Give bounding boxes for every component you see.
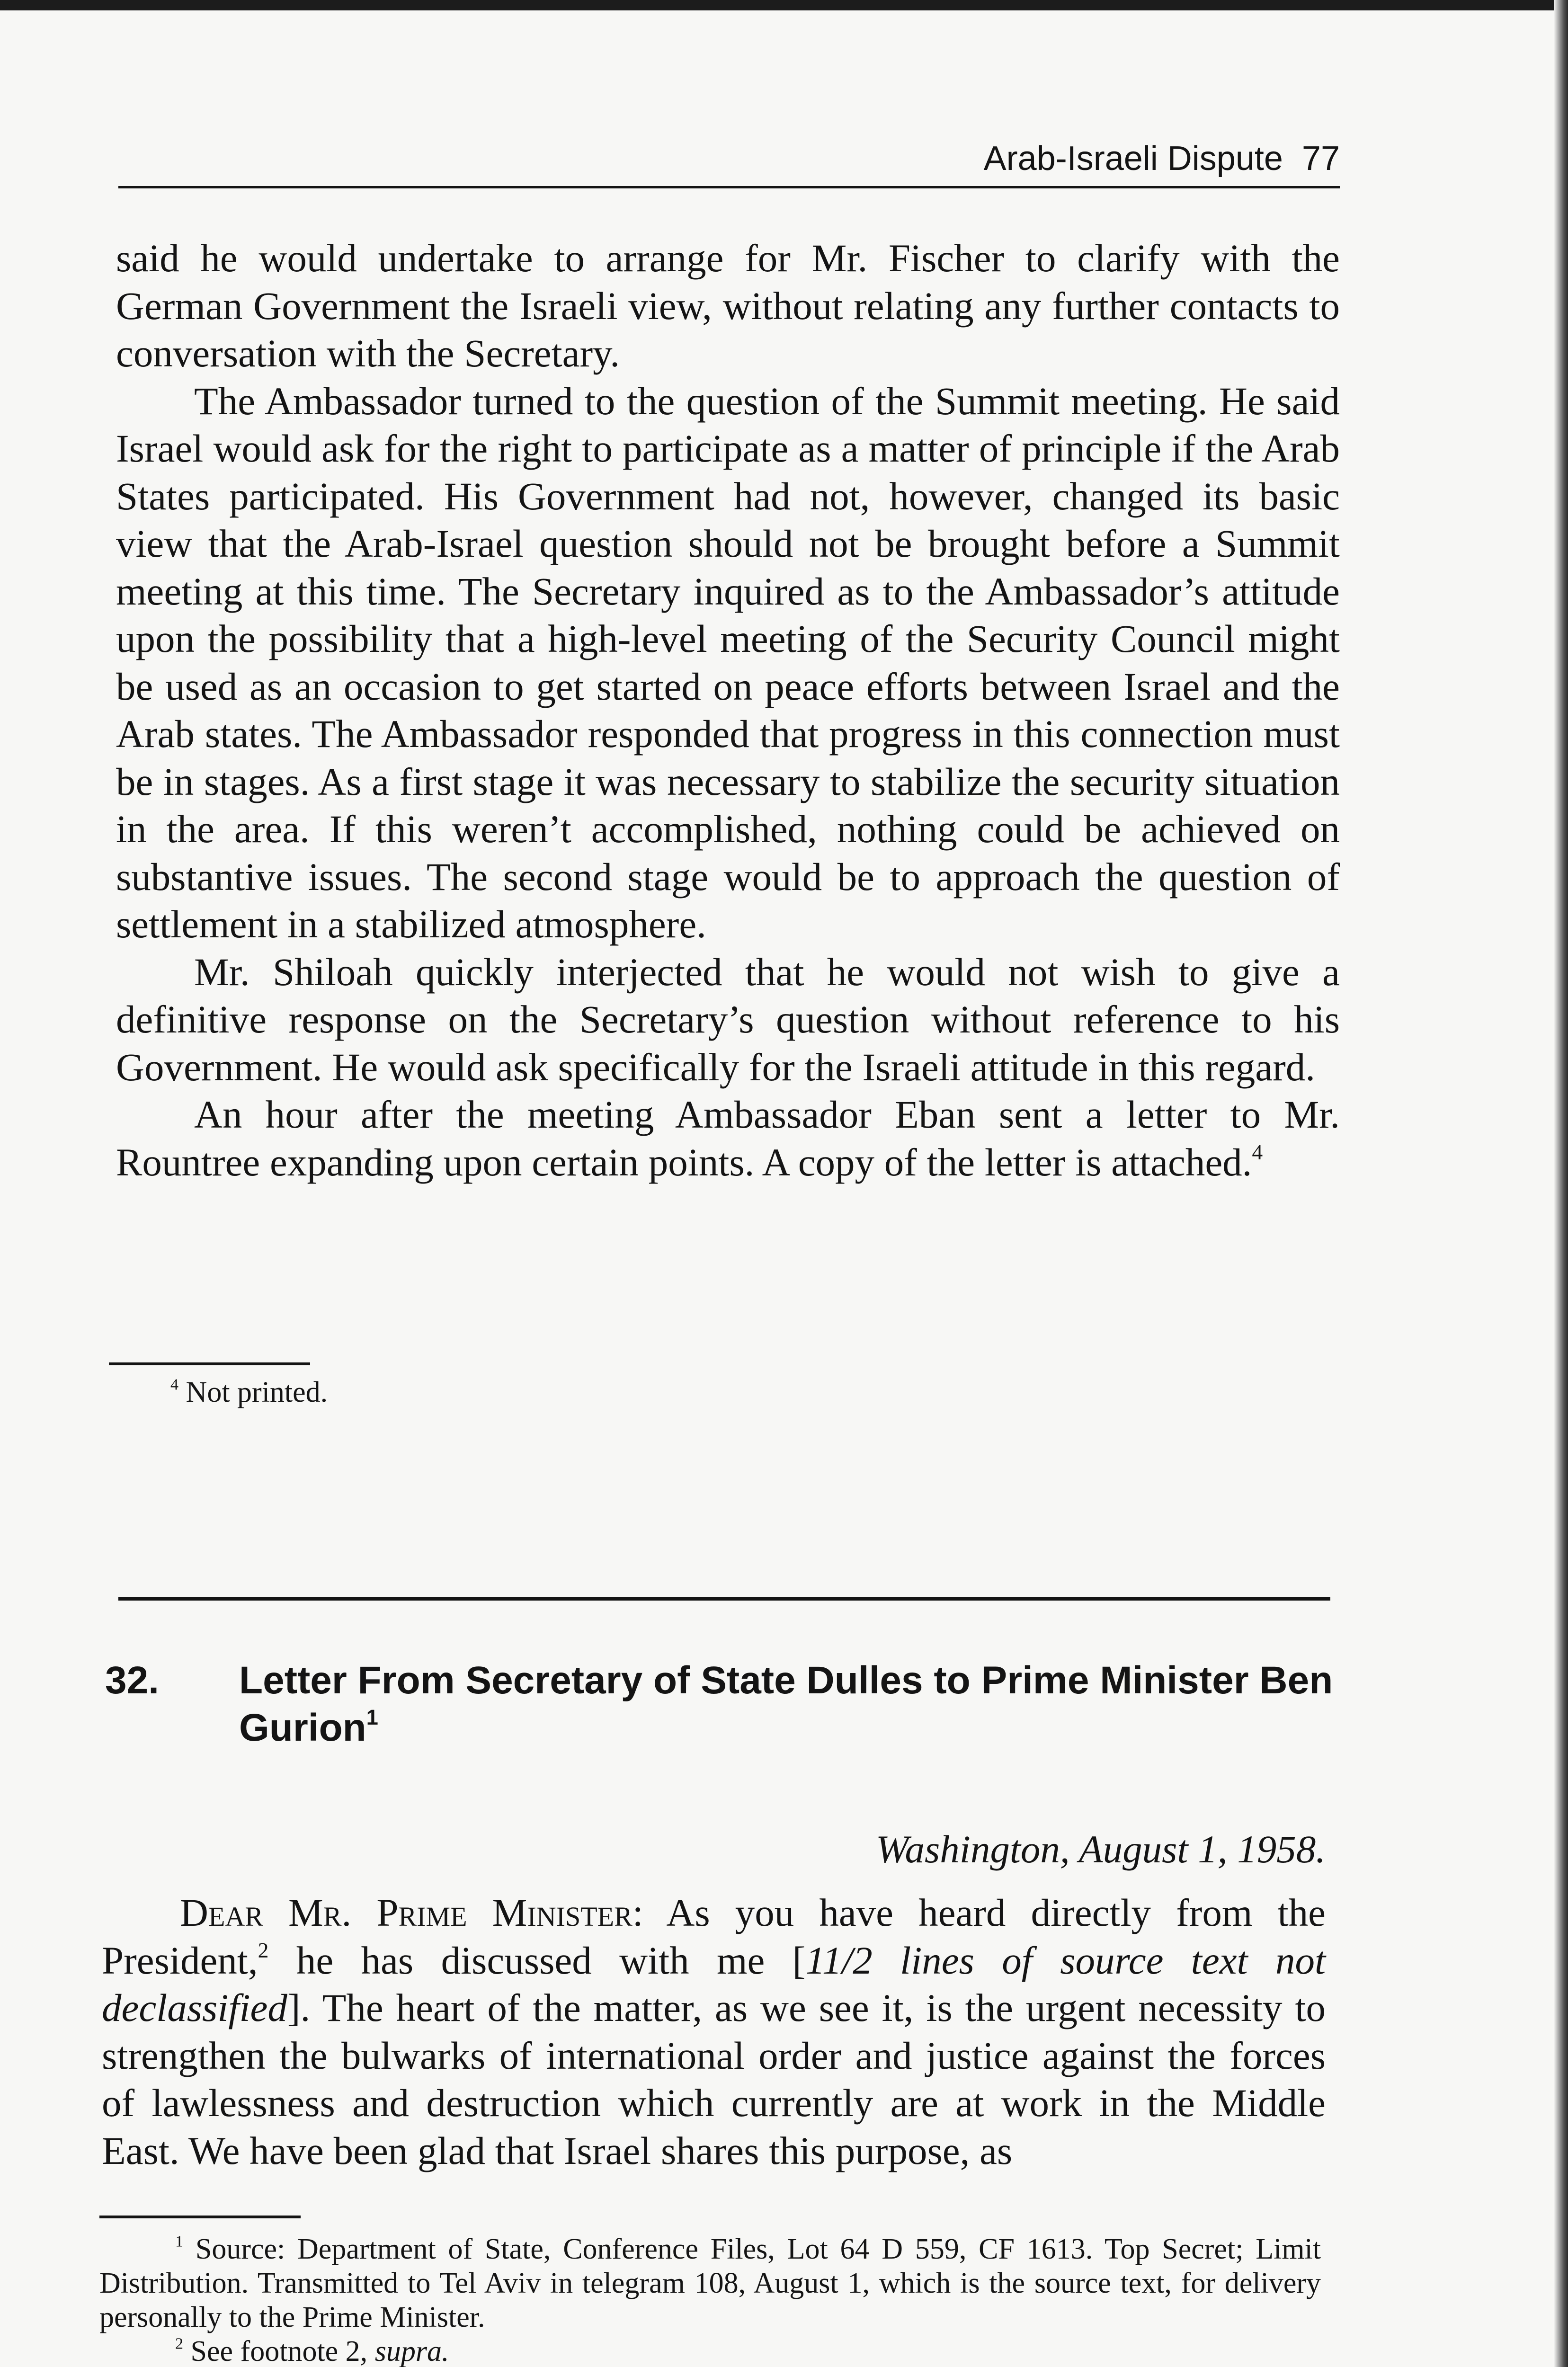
paragraph-4 xyxy=(116,1091,1340,1186)
footnote-rule-1 xyxy=(109,1362,310,1365)
letter-paragraph xyxy=(102,1889,1326,2174)
footnote-2-text: See footnote 2, xyxy=(190,2335,368,2367)
paragraph-4-text: An hour after the meeting Ambassador Eban sent a letter to Mr. Rountree expanding upon certain points. A copy of the letter is attached. xyxy=(116,1093,1340,1184)
page-number: 77 xyxy=(1301,140,1340,178)
footnote-4-marker: 4 xyxy=(170,1376,179,1394)
footnote-ref-4: 4 xyxy=(1252,1139,1263,1164)
document-number: 32. xyxy=(105,1659,159,1702)
document-title-text: Letter From Secretary of State Dulles to Prime Minister Ben Gurion xyxy=(239,1659,1333,1749)
salutation: Dear Mr. Prime Minister: xyxy=(180,1891,643,1934)
document-separator-rule xyxy=(118,1597,1330,1601)
letter-text-c: ]. The heart of the matter, as we see it, is the urgent necessity to strengthen the bulwarks of international order and justice against the forces of lawlessness and destruction which currently are at work in the Middle East. We have been glad that Israel shares this purpose, as xyxy=(102,1986,1326,2172)
header-rule xyxy=(118,186,1340,188)
footnote-1 xyxy=(99,2232,1321,2334)
footnote-4 xyxy=(170,1375,1307,1409)
footnote-4-text: Not printed. xyxy=(186,1376,328,1408)
section1-body xyxy=(116,234,1340,1186)
footnote-rule-2 xyxy=(99,2216,301,2218)
footnotes-block xyxy=(99,2232,1321,2367)
running-title: Arab-Israeli Dispute xyxy=(983,140,1283,178)
paragraph-2: The Ambassador turned to the question of the Summit meeting. He said Israel would ask for the right to participate as a matter of principle if the Arab States participated. His Government had not, however, changed its basic view that the Arab-Israel question should not be brought before a Summit meeting at this time. The Secretary inquired as to the Ambassador’s attitude upon the possibility that a high-level meeting of the Security Council might be used as an occasion to get started on peace efforts between Israel and the Arab states. The Ambassador responded that progress in this connection must be in stages. As a first stage it was necessary to stabilize the security situation in the area. If this weren’t accomplished, nothing could be achieved on substantive issues. The second stage would be to approach the question of settlement in a stabilized atmosphere. xyxy=(116,379,1340,946)
footnote-1-marker: 1 xyxy=(175,2233,184,2251)
running-header xyxy=(805,137,1340,180)
footnote-2-marker: 2 xyxy=(175,2335,184,2353)
footnote-2 xyxy=(99,2334,1321,2367)
footnote-ref-2: 2 xyxy=(258,1938,269,1962)
paragraph-3: Mr. Shiloah quickly interjected that he would not wish to give a definitive response on the Secretary’s question without reference to his Government. He would ask specifically for the Israeli attitude in this regard. xyxy=(116,950,1340,1089)
footnote-ref-1: 1 xyxy=(366,1705,378,1730)
document-title xyxy=(239,1657,1337,1752)
footnote-2-italic: supra. xyxy=(374,2335,449,2367)
letter-text-b: he has discussed with me [ xyxy=(296,1938,806,1982)
dateline: Washington, August 1, 1958. xyxy=(875,1827,1326,1871)
scan-right-edge xyxy=(1554,0,1568,2367)
footnote-1-text: Source: Department of State, Conference Files, Lot 64 D 559, CF 1613. Top Secret; Limit Distribution. Transmitted to Tel Aviv in telegram 108, August 1, which is the source text, for delivery personally to the Prime Minister. xyxy=(99,2233,1321,2333)
letter-body xyxy=(102,1889,1326,2174)
letter-text-italic: 11/2 lines of source text not declassified xyxy=(102,1938,1326,2029)
letter-text-a: As you have heard directly from the President, xyxy=(102,1891,1326,1982)
scan-top-edge xyxy=(0,0,1568,10)
paragraph-1: said he would undertake to arrange for Mr. Fischer to clarify with the German Government the Israeli view, without relating any further contacts to conversation with the Secretary. xyxy=(116,236,1340,375)
